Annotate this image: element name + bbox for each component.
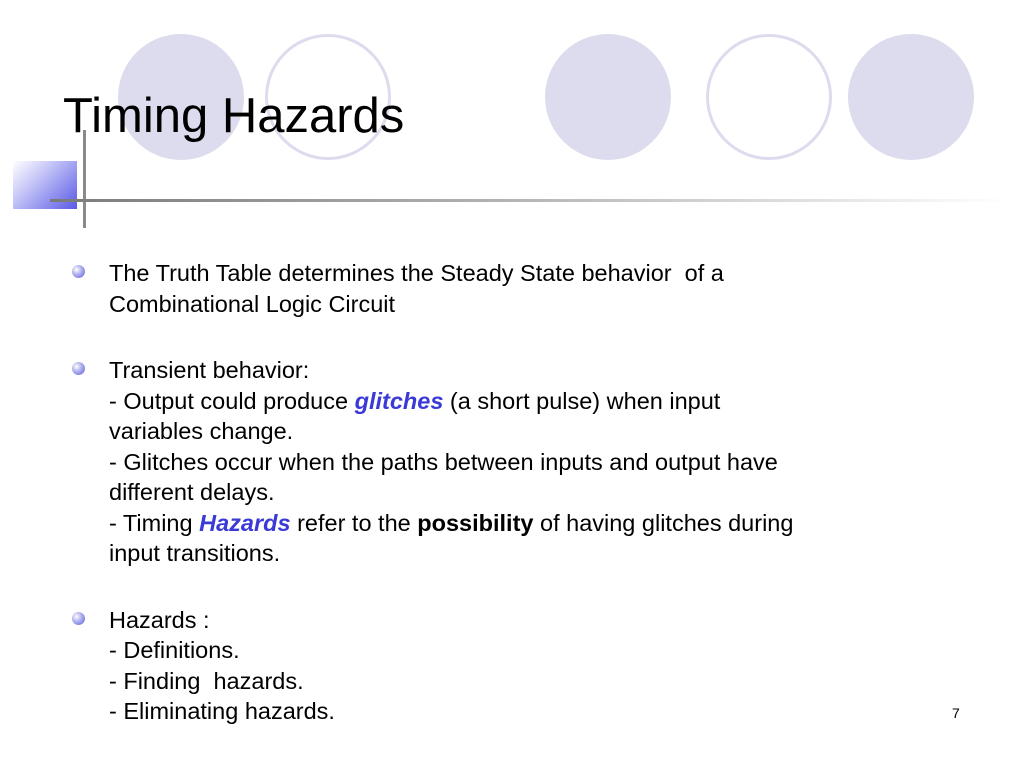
text-line: variables change.: [109, 418, 294, 444]
text-line: The Truth Table determines the Steady State behavior of a: [109, 260, 724, 286]
text-line: Transient behavior:: [109, 357, 310, 383]
text-line: [109, 508, 972, 539]
emphasis-glitches: glitches: [354, 387, 444, 414]
bullet-marker: [72, 605, 109, 625]
page-number: 7: [952, 705, 960, 721]
text-line: - Finding hazards.: [109, 667, 304, 694]
bullet-item: [72, 605, 972, 727]
text-run: (a short pulse) when input: [443, 387, 721, 414]
bold-possibility: possibility: [417, 509, 534, 536]
text-line: Combinational Logic Circuit: [109, 290, 396, 317]
text-run: of having glitches during: [533, 509, 794, 536]
bullet-item: [72, 355, 972, 569]
decor-circle-ring: [706, 34, 832, 160]
text-run: - Timing: [109, 509, 200, 536]
bullet-dot-icon: [72, 265, 85, 278]
text-line: - Eliminating hazards.: [109, 698, 335, 724]
decor-circle-filled: [848, 34, 974, 160]
bullet-item: [72, 258, 972, 319]
text-line: Hazards :: [109, 606, 210, 633]
bullet-marker: [72, 355, 109, 375]
bullet-dot-icon: [72, 362, 85, 375]
bullet-dot-icon: [72, 612, 85, 625]
title-horizontal-rule: [50, 199, 1010, 202]
bullet-list: [72, 258, 972, 727]
bullet-marker: [72, 258, 109, 278]
bullet-text: [109, 355, 972, 569]
text-line: [109, 386, 972, 417]
text-line: - Definitions.: [109, 637, 240, 663]
emphasis-hazards: Hazards: [199, 509, 291, 536]
text-line: input transitions.: [109, 540, 281, 566]
slide-title: Timing Hazards: [63, 89, 405, 143]
text-run: - Output could produce: [109, 387, 355, 414]
text-line: different delays.: [109, 479, 275, 505]
bullet-text: [109, 258, 972, 319]
bullet-text: [109, 605, 972, 727]
text-line: - Glitches occur when the paths between inputs and output have: [109, 448, 778, 475]
text-run: refer to the: [290, 509, 418, 536]
title-vertical-rule: [83, 130, 86, 228]
decor-circle-filled: [545, 34, 671, 160]
